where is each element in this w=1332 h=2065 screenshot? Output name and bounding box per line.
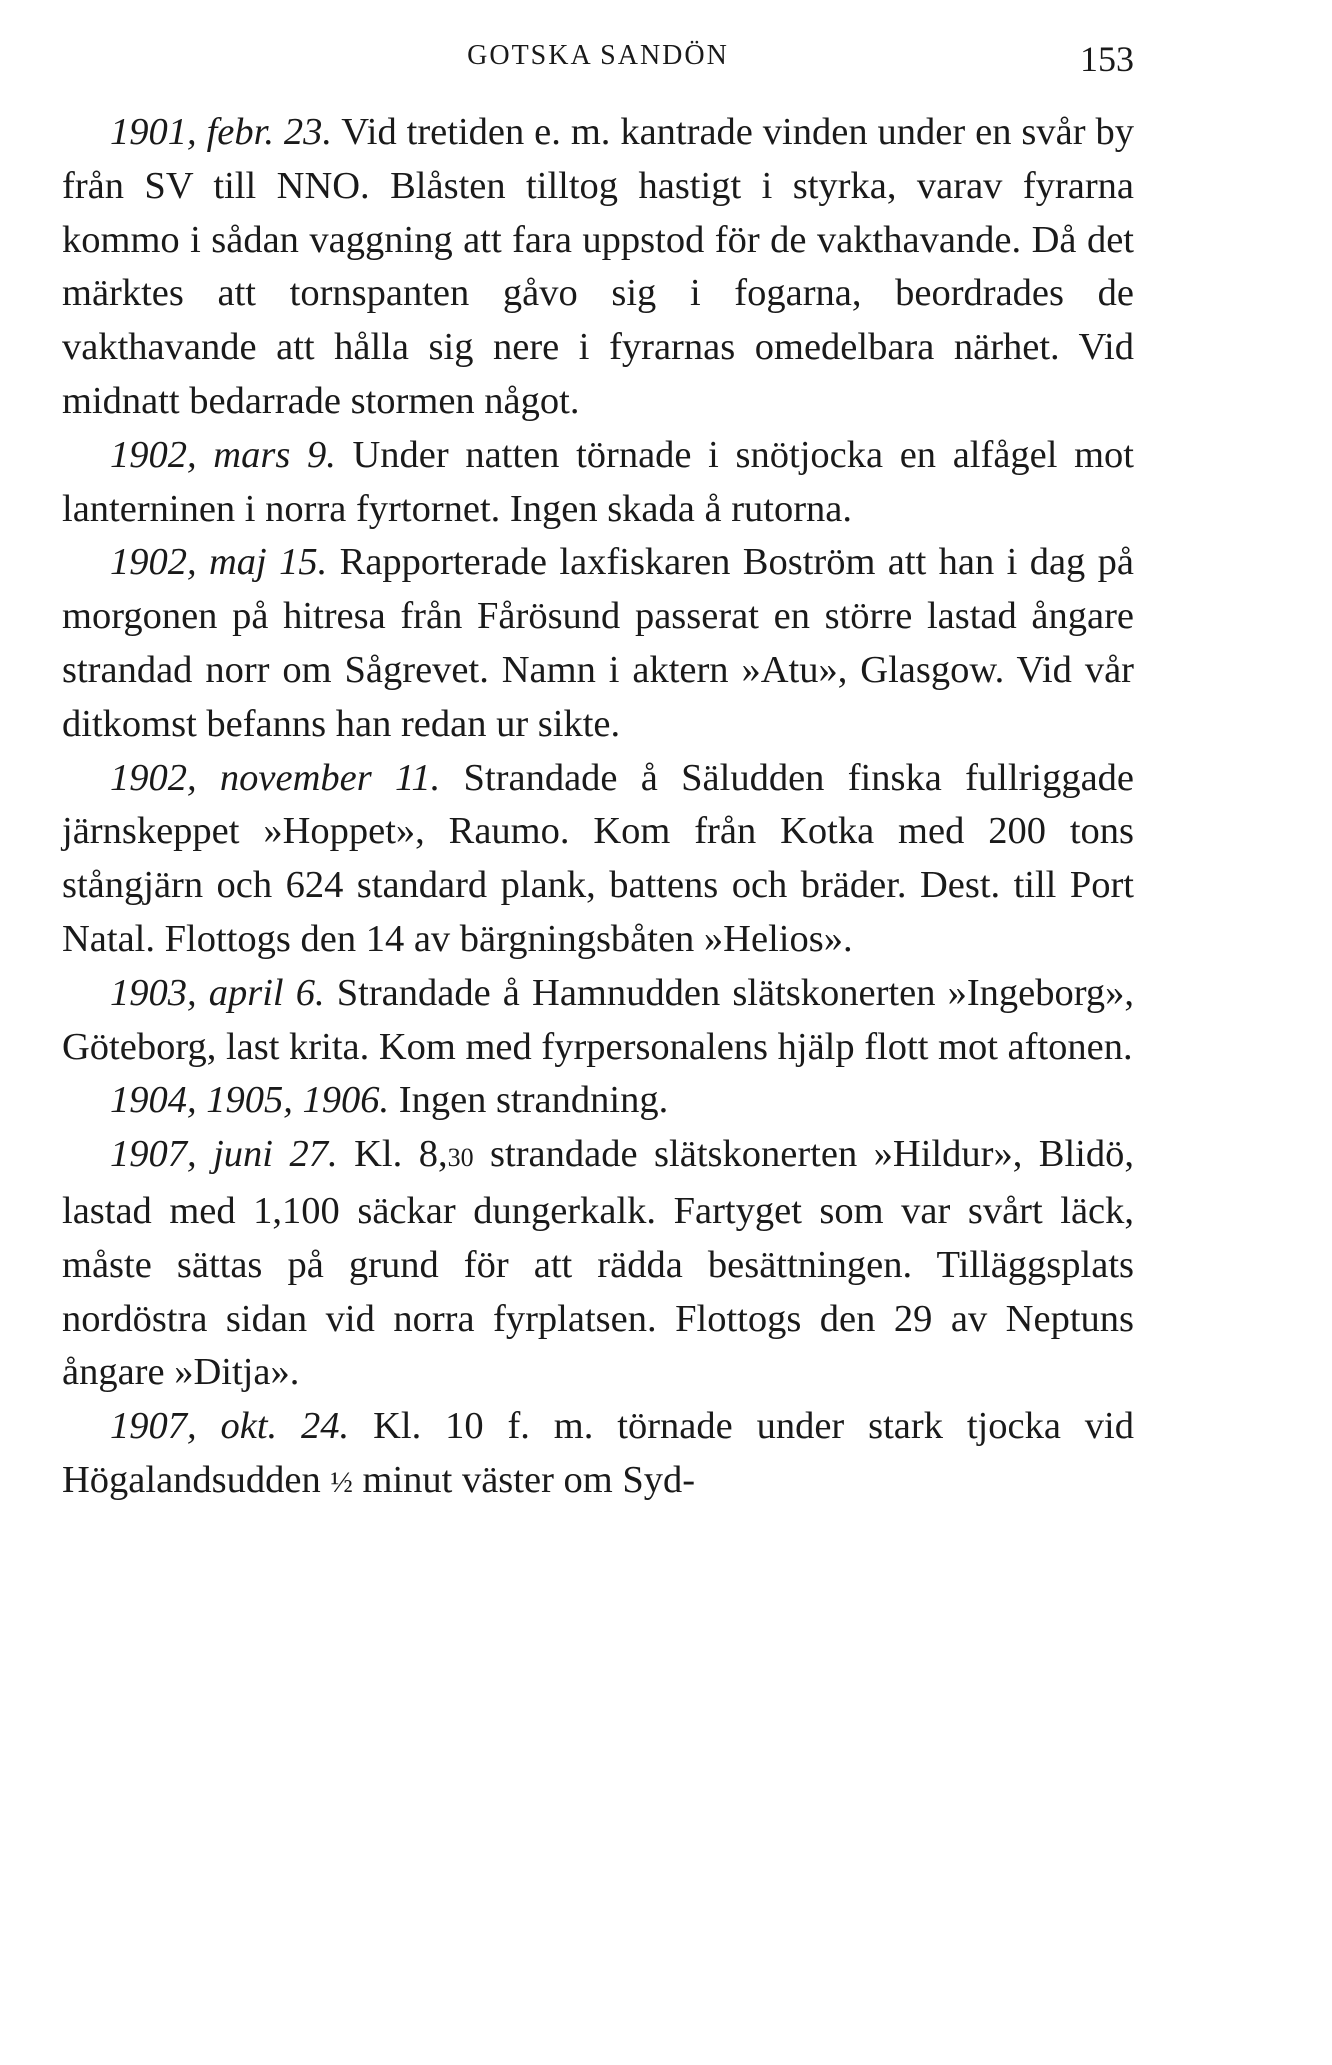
half-fraction: ½	[330, 1465, 353, 1499]
entry-date: 1904, 1905, 1906.	[110, 1079, 390, 1122]
entry-1907-okt-24	[62, 1400, 1134, 1510]
time-minutes: 30	[447, 1143, 474, 1173]
entry-1902-november-11	[62, 752, 1134, 967]
entry-text: Ingen strandning.	[389, 1079, 669, 1122]
entry-1902-maj-15	[62, 536, 1134, 751]
entry-1907-juni-27	[62, 1128, 1134, 1400]
entry-text: Strandade å Hamnudden slätskonerten »Ingeborg», Göteborg, last krita. Kom med fyrpersonalens hjälp flott mot aftonen.	[62, 971, 1134, 1068]
book-page	[62, 38, 1134, 1510]
entry-1902-mars-9	[62, 429, 1134, 537]
body-text	[62, 106, 1134, 1510]
entry-date: 1901, febr. 23.	[110, 111, 333, 153]
entry-1904-1906	[62, 1074, 1134, 1128]
entry-text-before-fraction: Kl. 10 f. m. törnade under stark tjocka vid Högalandsudden	[62, 1405, 1134, 1501]
entry-date: 1902, maj 15.	[110, 541, 328, 584]
entry-text: Under natten törnade i snötjocka en alfågel mot lanterninen i norra fyrtornet. Ingen skada å rutorna.	[62, 433, 1134, 530]
running-title: GOTSKA SANDÖN	[467, 40, 729, 71]
entry-date: 1902, mars 9.	[110, 433, 336, 476]
entry-text: Strandade å Säludden finska fullriggade järnskeppet »Hoppet», Raumo. Kom från Kotka med 200 tons stångjärn och 624 standard plank, battens och bräder. Dest. till Port Natal. Flottogs den 14 av bärgningsbåten »Helios».	[62, 756, 1134, 960]
entry-date: 1902, november 11.	[110, 756, 441, 799]
entry-date: 1907, juni 27.	[110, 1133, 338, 1176]
entry-text: Vid tretiden e. m. kantrade vinden under en svår by från SV till NNO. Blåsten tilltog hastigt i styrka, varav fyrarna kommo i sådan vaggning att fara uppstod för de vakthavande. Då det märktes att tornspanten gåvo sig i fogarna, beordrades de vakthavande att hålla sig nere i fyrarnas omedelbara närhet. Vid midnatt bedarrade stormen något.	[62, 111, 1134, 422]
page-number: 153	[1080, 39, 1134, 79]
running-header	[62, 38, 1134, 82]
entry-text: Rapporterade laxfiskaren Boström att han i dag på morgonen på hitresa från Fårösund passerat en större lastad ångare strandad norr om Sågrevet. Namn i aktern »Atu», Glasgow. Vid vår ditkomst befanns han redan ur sikte.	[62, 541, 1134, 745]
entry-text-after-fraction: minut väster om Syd-	[352, 1458, 696, 1501]
entry-text-after-time: strandade slätskonerten »Hildur», Blidö, lastad med 1,100 säckar dungerkalk. Fartyget som var svårt läck, måste sättas på grund för att rädda besättningen. Tilläggsplats nordöstra sidan vid norra fyrplatsen. Flottogs den 29 av Neptuns ångare »Ditja».	[62, 1133, 1134, 1394]
entry-text-before-time: Kl. 8,	[337, 1133, 448, 1176]
entry-date: 1903, april 6.	[110, 971, 325, 1014]
entry-date: 1907, okt. 24.	[110, 1405, 350, 1448]
entry-1903-april-6	[62, 967, 1134, 1075]
entry-1901-febr-23	[62, 106, 1134, 429]
